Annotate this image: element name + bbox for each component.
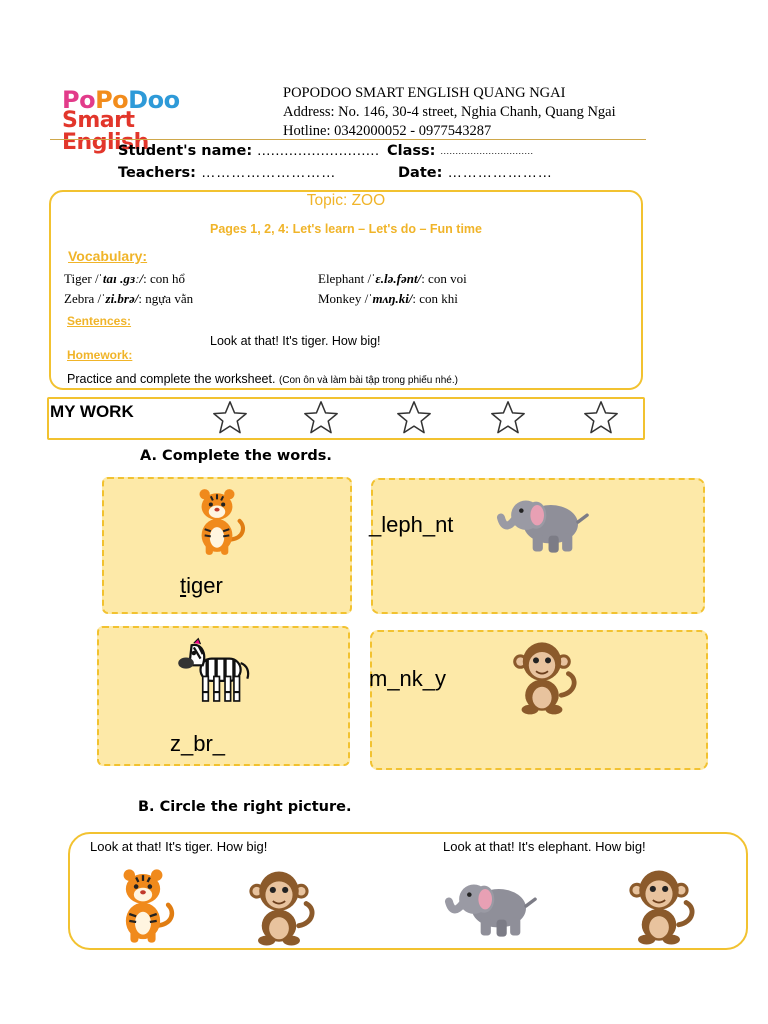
section-a-heading: A. Complete the words. <box>140 448 332 464</box>
card-tiger-word[interactable] <box>180 573 223 599</box>
tiger-first-letter: t <box>180 573 187 598</box>
vocab-word: Zebra /ˈ <box>64 291 106 306</box>
student-name-label: Student's name: <box>118 143 253 159</box>
vocab-meaning: : con voi <box>421 271 467 286</box>
elephant-icon <box>484 488 604 556</box>
rating-star-5-icon[interactable] <box>582 399 620 437</box>
vocab-ipa: taɪ .ɡɜː/ <box>102 271 144 286</box>
rating-star-2-icon[interactable] <box>302 399 340 437</box>
vocab-item-monkey <box>318 291 458 307</box>
school-name: POPODOO SMART ENGLISH QUANG NGAI <box>283 85 566 101</box>
vocab-item-tiger <box>64 271 185 287</box>
topic-pages: Pages 1, 2, 4: Let's learn – Let's do – Fun time <box>209 222 482 236</box>
my-work-box <box>47 397 645 440</box>
card-elephant-word[interactable]: _leph_nt <box>369 512 454 537</box>
choice-monkey-icon[interactable] <box>242 866 316 946</box>
tiger-icon <box>186 486 248 558</box>
choice-elephant-icon[interactable] <box>434 872 550 940</box>
vocab-item-zebra <box>64 291 193 307</box>
homework-heading: Homework: <box>67 348 133 362</box>
homework-text <box>67 372 458 386</box>
homework-task: Practice and complete the worksheet. <box>67 372 276 386</box>
homework-note: (Con ôn và làm bài tập trong phiếu nhé.) <box>278 375 458 386</box>
date-field[interactable] <box>398 165 552 181</box>
date-label: Date: <box>398 165 443 181</box>
card-monkey-word[interactable]: m_nk_y <box>369 666 447 691</box>
school-info <box>283 84 616 141</box>
rating-star-1-icon[interactable] <box>211 399 249 437</box>
class-label: Class: <box>387 143 436 159</box>
choice-tiger-icon[interactable] <box>108 866 178 946</box>
topic-title: Topic: ZOO <box>306 192 386 209</box>
vocab-item-elephant <box>318 271 467 287</box>
date-blank: ………………… <box>447 165 553 181</box>
monkey-icon <box>506 636 578 716</box>
sentences-heading: Sentences: <box>67 314 132 328</box>
rating-star-3-icon[interactable] <box>395 399 433 437</box>
circle-sentence-1: Look at that! It's tiger. How big! <box>90 839 268 854</box>
vocab-meaning: : ngựa vằn <box>138 291 194 306</box>
header-divider <box>50 139 646 140</box>
vocab-word: Monkey /ˈ <box>318 291 373 306</box>
topic-box <box>49 190 643 390</box>
logo-line-2: Smart English <box>62 108 149 155</box>
vocabulary-heading: Vocabulary: <box>68 248 148 264</box>
school-address: Address: No. 146, 30-4 street, Nghia Chanh, Quang Ngai <box>283 104 616 120</box>
class-field[interactable] <box>387 143 534 159</box>
sentence-text: Look at that! It's tiger. How big! <box>210 334 381 348</box>
student-name-blank: ........................... <box>257 143 380 159</box>
vocab-word: Tiger /ˈ <box>64 271 103 286</box>
vocab-ipa: ɛ.lə.fənt/ <box>375 271 422 286</box>
student-name-field[interactable] <box>118 143 379 159</box>
rating-star-4-icon[interactable] <box>489 399 527 437</box>
card-zebra-word[interactable]: z_br_ <box>170 731 226 756</box>
vocab-meaning: : con khỉ <box>412 291 458 306</box>
choice-monkey-2-icon[interactable] <box>622 864 696 946</box>
class-blank: ............................... <box>440 146 534 156</box>
circle-sentence-2: Look at that! It's elephant. How big! <box>443 839 646 854</box>
teachers-blank: ……………………… <box>200 165 336 181</box>
zebra-icon <box>176 634 254 710</box>
tiger-rest: iger <box>186 573 223 598</box>
vocab-word: Elephant /ˈ <box>318 271 376 286</box>
my-work-label: MY WORK <box>50 402 134 421</box>
vocab-ipa: zi.brə/ <box>105 291 139 306</box>
vocab-ipa: mʌŋ.ki/ <box>372 291 413 306</box>
teachers-label: Teachers: <box>118 165 196 181</box>
school-hotline: Hotline: 0342000052 - 0977543287 <box>283 123 492 139</box>
section-b-heading: B. Circle the right picture. <box>138 799 352 815</box>
vocab-meaning: : con hổ <box>143 271 186 286</box>
logo-line-1: PoPoDoo <box>62 86 180 114</box>
teachers-field[interactable] <box>118 165 336 181</box>
